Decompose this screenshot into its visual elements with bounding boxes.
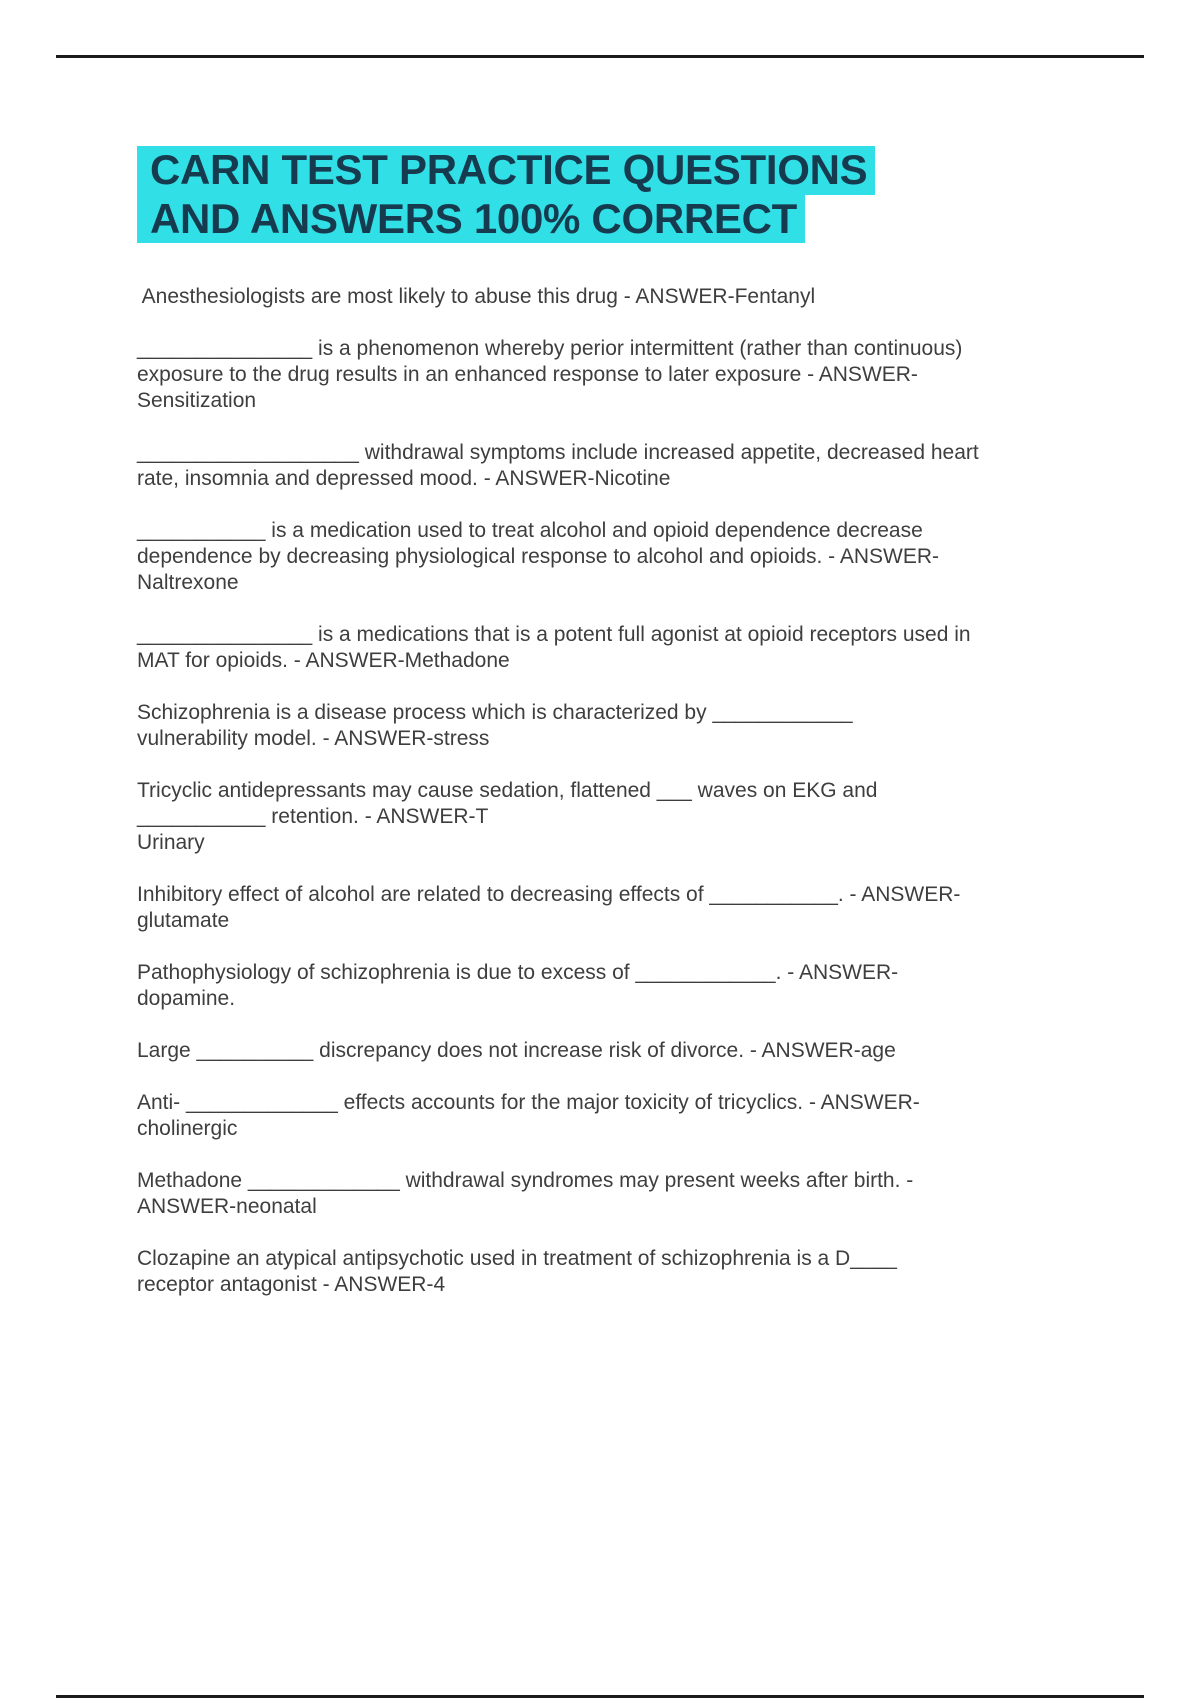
qa-line: Pathophysiology of schizophrenia is due to excess of ____________. - ANSWER- [137,961,899,984]
qa-paragraph [137,1090,1097,1142]
qa-line: glutamate [137,909,230,932]
qa-paragraph [137,700,1097,752]
document-title [137,146,875,243]
qa-line: Urinary [137,831,205,854]
qa-line: Anesthesiologists are most likely to abuse this drug - ANSWER-Fentanyl [137,285,816,308]
qa-paragraph [137,778,1097,856]
qa-line: receptor antagonist - ANSWER-4 [137,1273,446,1296]
qa-line: Sensitization [137,389,257,412]
document-title-line-2: AND ANSWERS 100% CORRECT [137,195,805,244]
qa-paragraph [137,1038,1097,1064]
qa-line: Clozapine an atypical antipsychotic used in treatment of schizophrenia is a D____ [137,1247,897,1270]
qa-paragraph [137,336,1097,414]
qa-line: ___________ is a medication used to treat alcohol and opioid dependence decrease [137,519,923,542]
bottom-rule [56,1695,1144,1698]
qa-line: dopamine. [137,987,236,1010]
qa-line: Anti- _____________ effects accounts for the major toxicity of tricyclics. - ANSWER- [137,1091,920,1114]
qa-paragraph [137,1168,1097,1220]
qa-line: Inhibitory effect of alcohol are related to decreasing effects of ___________. - ANSWER- [137,883,961,906]
qa-line: Methadone _____________ withdrawal syndromes may present weeks after birth. - [137,1169,914,1192]
qa-line: ___________ retention. - ANSWER-T [137,805,489,828]
qa-line: Large __________ discrepancy does not increase risk of divorce. - ANSWER-age [137,1039,896,1062]
qa-list [137,284,1097,1324]
qa-paragraph [137,882,1097,934]
qa-paragraph [137,960,1097,1012]
qa-line: _______________ is a phenomenon whereby perior intermittent (rather than continuous) [137,337,963,360]
qa-paragraph [137,284,1097,310]
qa-line: ___________________ withdrawal symptoms include increased appetite, decreased heart [137,441,979,464]
document-title-line-1: CARN TEST PRACTICE QUESTIONS [137,146,875,195]
qa-line: exposure to the drug results in an enhanced response to later exposure - ANSWER- [137,363,918,386]
qa-line: rate, insomnia and depressed mood. - ANSWER-Nicotine [137,467,671,490]
qa-line: cholinergic [137,1117,238,1140]
qa-line: _______________ is a medications that is a potent full agonist at opioid receptors used in [137,623,971,646]
qa-line: Schizophrenia is a disease process which is characterized by ____________ [137,701,853,724]
qa-line: vulnerability model. - ANSWER-stress [137,727,490,750]
qa-line: Naltrexone [137,571,239,594]
qa-line: Tricyclic antidepressants may cause sedation, flattened ___ waves on EKG and [137,779,878,802]
top-rule [56,55,1144,58]
qa-line: dependence by decreasing physiological response to alcohol and opioids. - ANSWER- [137,545,939,568]
qa-line: MAT for opioids. - ANSWER-Methadone [137,649,510,672]
qa-line: ANSWER-neonatal [137,1195,317,1218]
qa-paragraph [137,622,1097,674]
qa-paragraph [137,1246,1097,1298]
qa-paragraph [137,518,1097,596]
qa-paragraph [137,440,1097,492]
